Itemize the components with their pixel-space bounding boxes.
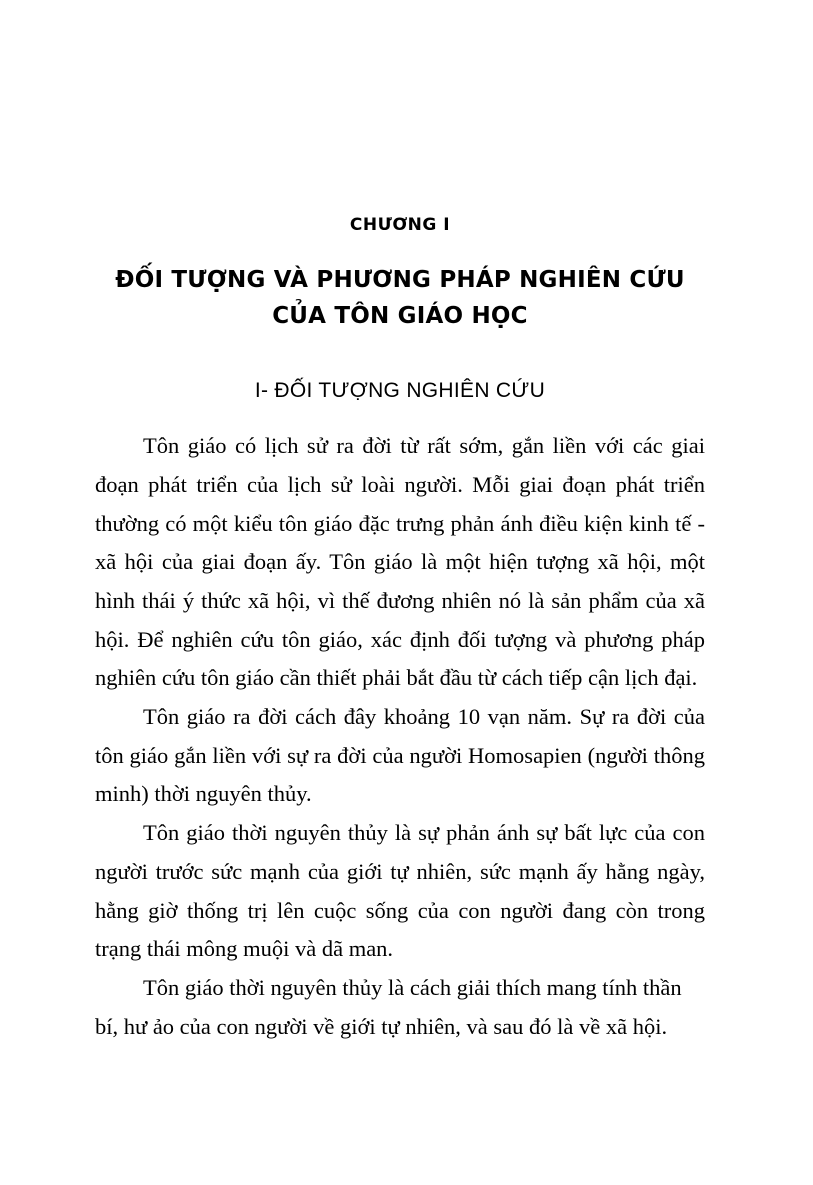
- paragraph: Tôn giáo thời nguyên thủy là cách giải thích mang tính thần bí, hư ảo của con người về giới tự nhiên, và sau đó là về xã hội.: [95, 974, 682, 1039]
- paragraph: Tôn giáo thời nguyên thủy là sự phản ánh sự bất lực của con người trước sức mạnh của giới tự nhiên, sức mạnh ấy hằng ngày, hằng giờ thống trị lên cuộc sống của con người đang còn trong trạng thái mông muội và dã man.: [95, 820, 705, 962]
- body-text: [95, 427, 705, 1046]
- section-heading: I- ĐỐI TƯỢNG NGHIÊN CỨU: [254, 379, 546, 403]
- chapter-title: [95, 263, 705, 334]
- chapter-title-line-2: CỦA TÔN GIÁO HỌC: [272, 302, 528, 329]
- page-content: [95, 0, 705, 1046]
- chapter-label: CHƯƠNG I: [349, 215, 451, 235]
- paragraph: Tôn giáo ra đời cách đây khoảng 10 vạn năm. Sự ra đời của tôn giáo gắn liền với sự ra đời của người Homosapien (người thông minh) thời nguyên thủy.: [95, 704, 705, 807]
- chapter-title-line-1: ĐỐI TƯỢNG VÀ PHƯƠNG PHÁP NGHIÊN CỨU: [115, 267, 685, 293]
- paragraph: Tôn giáo có lịch sử ra đời từ rất sớm, gắn liền với các giai đoạn phát triển của lịch sử loài người. Mỗi giai đoạn phát triển thường có một kiểu tôn giáo đặc trưng phản ánh điều kiện kinh tế - xã hội của giai đoạn ấy. Tôn giáo là một hiện tượng xã hội, một hình thái ý thức xã hội, vì thế đương nhiên nó là sản phẩm của xã hội. Để nghiên cứu tôn giáo, xác định đối tượng và phương pháp nghiên cứu tôn giáo cần thiết phải bắt đầu từ cách tiếp cận lịch đại.: [95, 433, 705, 691]
